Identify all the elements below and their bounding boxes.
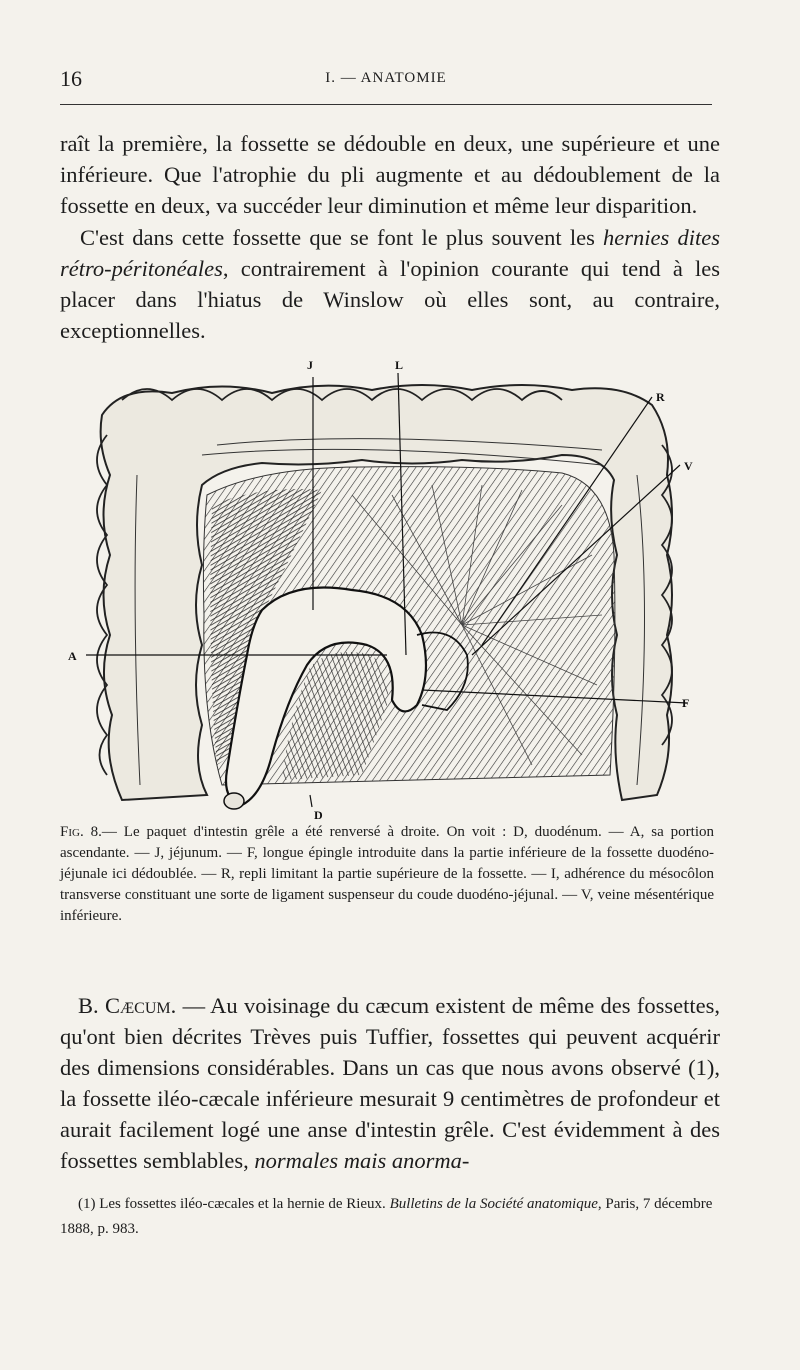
label-f: F — [682, 696, 690, 710]
paragraph-3 — [60, 990, 720, 1176]
running-head — [60, 66, 712, 94]
paragraph-1 — [60, 128, 720, 221]
intestine-illustration — [62, 355, 712, 825]
footnote-text-b: , Paris, 7 décembre 1888, p. 983. — [60, 1196, 713, 1237]
anatomical-figure — [62, 355, 712, 825]
page-number: 16 — [60, 66, 82, 91]
paragraph-2-italic: hernies dites rétro-péritonéales — [60, 225, 720, 281]
footnote-journal: Bulletins de la Société anatomique — [389, 1196, 598, 1212]
figure-caption — [60, 822, 714, 927]
label-j: J — [307, 358, 313, 372]
label-d: D — [314, 808, 323, 822]
label-r: R — [656, 390, 665, 404]
footnote — [60, 1192, 714, 1242]
figure-number: Fig. 8. — [60, 824, 102, 840]
paragraph-1-text: raît la première, la fossette se dédouble en deux, une supérieure et une inférieure. Que l'atrophie du pli augmente et au dédoublement de la fossette en deux, va succéder leur diminution et même leur disparition. — [60, 131, 720, 218]
footnote-text-a: (1) Les fossettes iléo-cæcales et la hernie de Rieux. — [78, 1196, 390, 1212]
label-v: V — [684, 459, 693, 473]
label-a: A — [68, 649, 77, 663]
running-head-title: I. — ANATOMIE — [325, 70, 447, 86]
paragraph-3-italic: normales mais anorma- — [254, 1148, 470, 1173]
header-rule — [60, 104, 712, 105]
paragraph-2 — [60, 222, 720, 346]
caption-text: — Le paquet d'intestin grêle a été renversé à droite. On voit : D, duodénum. — A, sa portion ascendante. — J, jéjunum. — F, longue épingle introduite dans la partie inférieure de la fossette duodéno-jéjunale ici dédoublée. — R, repli limitant la partie supérieure de la fossette. — I, adhérence du mésocôlon transverse constituant une sorte de ligament suspenseur du coude duodéno-jéjunal. — V, veine mésentérique inférieure. — [60, 824, 714, 924]
paragraph-2-text-a: C'est dans cette fossette que se font le plus souvent les — [80, 225, 604, 250]
paragraph-3-text: — Au voisinage du cæcum existent de même des fossettes, qu'ont bien décrites Trèves puis Tuffier, fossettes qui peuvent acquérir des dimensions considérables. Dans un cas que nous avons observé (1), la fossette iléo-cæcale inférieure mesurait 9 centimètres de profondeur et aurait facilement logé une anse d'intestin grêle. C'est évidemment à des fossettes semblables, — [60, 993, 720, 1173]
section-heading-caecum: B. Cæcum. — [78, 993, 177, 1018]
label-l: L — [395, 358, 404, 372]
paragraph-2-text-b: , contrairement à l'opinion courante qui tend à les placer dans l'hiatus de Winslow où elles sont, au contraire, exceptionnelles. — [60, 256, 720, 343]
